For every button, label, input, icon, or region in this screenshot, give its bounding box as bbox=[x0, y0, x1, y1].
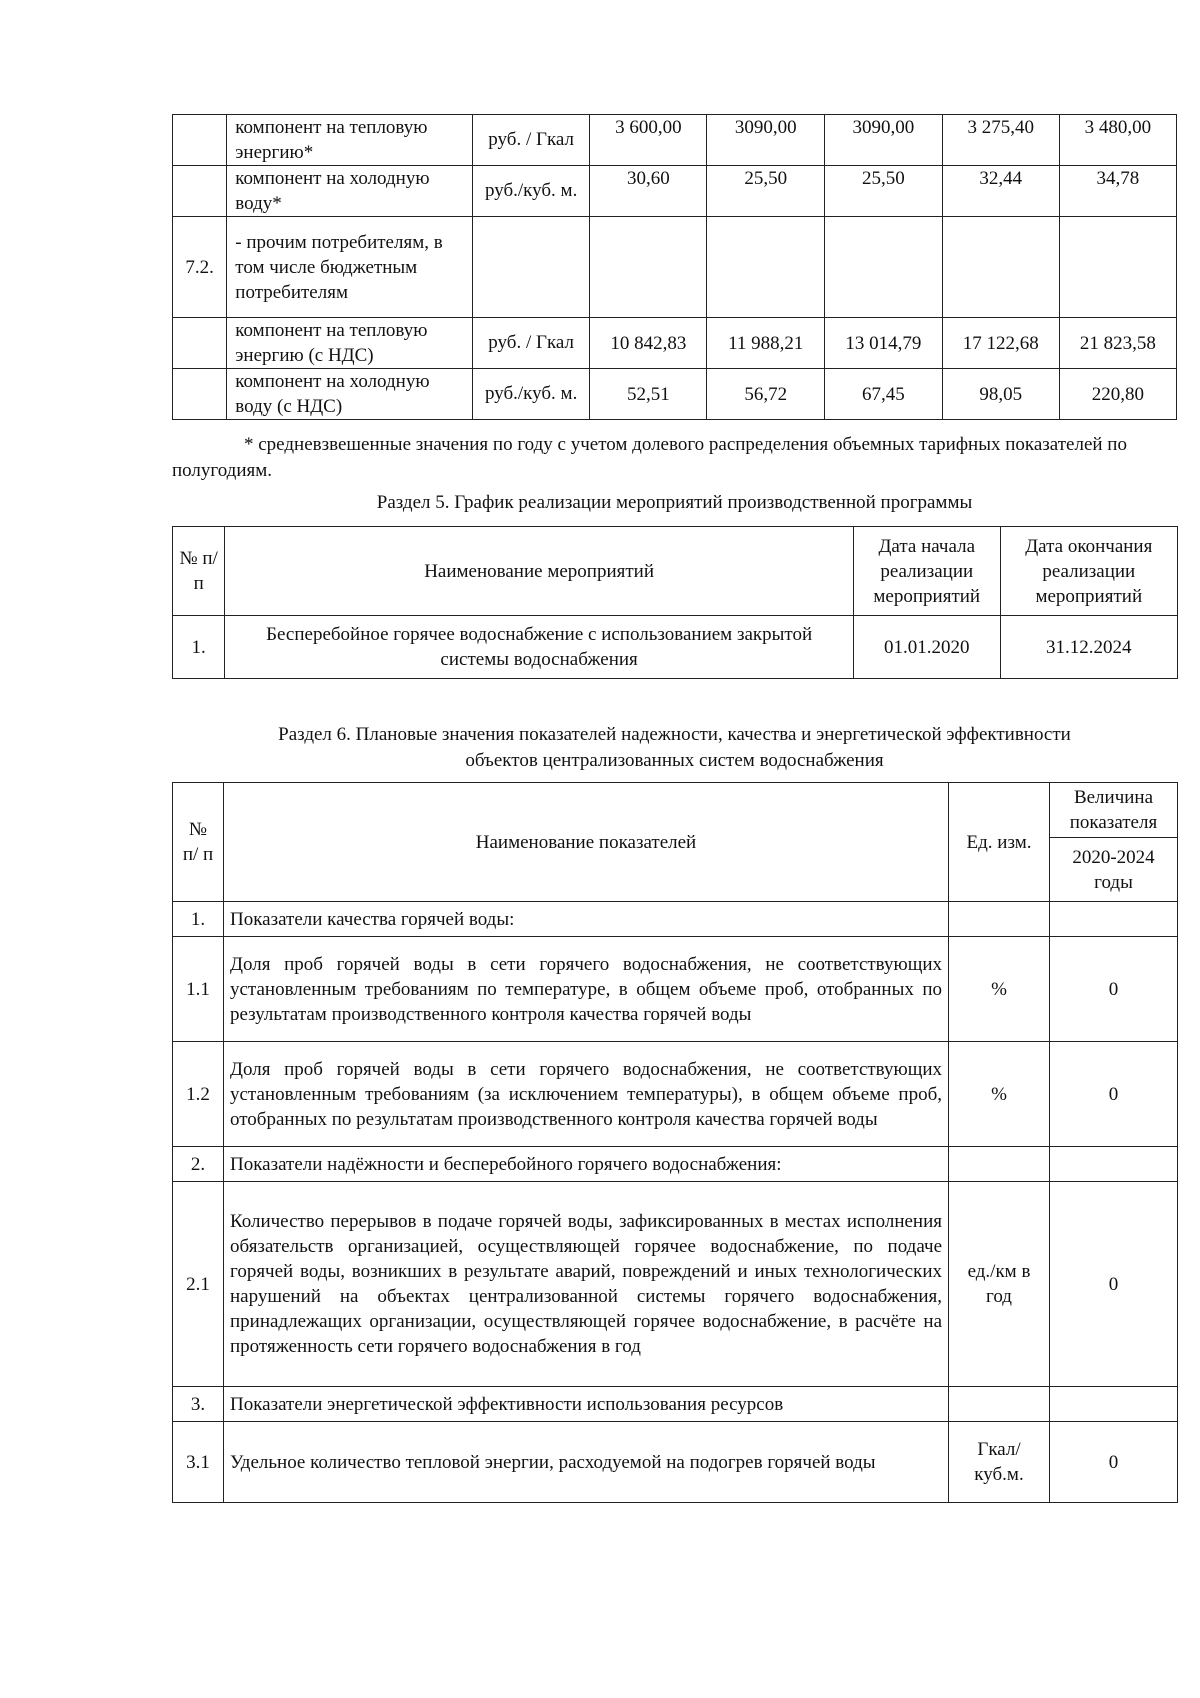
row-value: 3090,00 bbox=[707, 115, 825, 166]
header-name: Наименование мероприятий bbox=[225, 527, 854, 616]
row-value: 11 988,21 bbox=[707, 318, 825, 369]
row-number: 7.2. bbox=[173, 217, 227, 318]
footnote-text: * средневзвешенные значения по году с учетом долевого распределения объемных тарифных показателей по полугодиям. bbox=[172, 434, 1127, 481]
row-value: 25,50 bbox=[707, 166, 825, 217]
row-name: Доля проб горячей воды в сети горячего водоснабжения, не соответствующих установленным требованиям по температуре, в общем объеме проб, отобранных по результатам производственного контроля качества горячей воды bbox=[224, 937, 949, 1042]
table-row bbox=[173, 115, 1177, 166]
row-number: 1.2 bbox=[173, 1042, 224, 1147]
row-number: 3.1 bbox=[173, 1422, 224, 1503]
header-period: 2020-2024 годы bbox=[1050, 838, 1178, 902]
row-value: 3 480,00 bbox=[1059, 115, 1176, 166]
row-value: 21 823,58 bbox=[1059, 318, 1176, 369]
table-row bbox=[173, 1147, 1178, 1182]
row-value: 30,60 bbox=[590, 166, 707, 217]
row-number: 2.1 bbox=[173, 1182, 224, 1387]
row-name: Бесперебойное горячее водоснабжение с использованием закрытой системы водоснабжения bbox=[225, 616, 854, 679]
row-number bbox=[173, 318, 227, 369]
table-header-row bbox=[173, 783, 1178, 838]
row-name: Показатели энергетической эффективности использования ресурсов bbox=[224, 1387, 949, 1422]
row-value bbox=[1050, 902, 1178, 937]
table-row bbox=[173, 166, 1177, 217]
table-row bbox=[173, 318, 1177, 369]
header-num: № п/п bbox=[173, 527, 225, 616]
row-unit: Гкал/куб.м. bbox=[949, 1422, 1050, 1503]
table-row bbox=[173, 369, 1177, 420]
row-number: 3. bbox=[173, 1387, 224, 1422]
row-unit: руб. / Гкал bbox=[473, 115, 590, 166]
row-value bbox=[1059, 217, 1176, 318]
row-value: 0 bbox=[1050, 1422, 1178, 1503]
row-unit: ед./км в год bbox=[949, 1182, 1050, 1387]
row-unit: руб./куб. м. bbox=[473, 369, 590, 420]
row-unit: руб./куб. м. bbox=[473, 166, 590, 217]
header-start: Дата начала реализации мероприятий bbox=[853, 527, 1000, 616]
row-name: Удельное количество тепловой энергии, расходуемой на подогрев горячей воды bbox=[224, 1422, 949, 1503]
row-value bbox=[1050, 1387, 1178, 1422]
table-row bbox=[173, 217, 1177, 318]
row-number: 1.1 bbox=[173, 937, 224, 1042]
row-unit: % bbox=[949, 1042, 1050, 1147]
table-row bbox=[173, 1387, 1178, 1422]
row-name: компонент на тепловую энергию* bbox=[227, 115, 473, 166]
row-name: Показатели качества горячей воды: bbox=[224, 902, 949, 937]
table-row bbox=[173, 902, 1178, 937]
row-value bbox=[825, 217, 943, 318]
row-start-date: 01.01.2020 bbox=[853, 616, 1000, 679]
table-row bbox=[173, 937, 1178, 1042]
table-row bbox=[173, 1422, 1178, 1503]
row-value: 0 bbox=[1050, 1182, 1178, 1387]
row-name: Показатели надёжности и бесперебойного горячего водоснабжения: bbox=[224, 1147, 949, 1182]
row-unit bbox=[949, 902, 1050, 937]
row-unit bbox=[473, 217, 590, 318]
section6-title-line1: Раздел 6. Плановые значения показателей надежности, качества и энергетической эффективности bbox=[278, 724, 1071, 745]
row-value: 17 122,68 bbox=[942, 318, 1059, 369]
row-value bbox=[942, 217, 1059, 318]
row-value: 32,44 bbox=[942, 166, 1059, 217]
schedule-table bbox=[172, 526, 1178, 679]
row-value: 3090,00 bbox=[825, 115, 943, 166]
row-value: 0 bbox=[1050, 937, 1178, 1042]
row-value: 34,78 bbox=[1059, 166, 1176, 217]
indicators-table bbox=[172, 782, 1178, 1503]
header-num: № п/ п bbox=[173, 783, 224, 902]
header-unit: Ед. изм. bbox=[949, 783, 1050, 902]
row-unit: % bbox=[949, 937, 1050, 1042]
row-value: 67,45 bbox=[825, 369, 943, 420]
table-header-row bbox=[173, 527, 1178, 616]
row-number bbox=[173, 166, 227, 217]
header-value: Величина показателя bbox=[1050, 783, 1178, 838]
row-value: 220,80 bbox=[1059, 369, 1176, 420]
tariff-table bbox=[172, 114, 1177, 420]
row-name: - прочим потребителям, в том числе бюджетным потребителям bbox=[227, 217, 473, 318]
row-value: 3 600,00 bbox=[590, 115, 707, 166]
row-value: 52,51 bbox=[590, 369, 707, 420]
row-end-date: 31.12.2024 bbox=[1000, 616, 1177, 679]
row-value: 98,05 bbox=[942, 369, 1059, 420]
row-unit bbox=[949, 1387, 1050, 1422]
row-number: 2. bbox=[173, 1147, 224, 1182]
row-number bbox=[173, 369, 227, 420]
row-value bbox=[1050, 1147, 1178, 1182]
header-name: Наименование показателей bbox=[224, 783, 949, 902]
row-name: Доля проб горячей воды в сети горячего водоснабжения, не соответствующих установленным требованиям (за исключением температуры), в общем объеме проб, отобранных по результатам производственного контроля качества горячей воды bbox=[224, 1042, 949, 1147]
row-number bbox=[173, 115, 227, 166]
row-number: 1. bbox=[173, 616, 225, 679]
row-value: 10 842,83 bbox=[590, 318, 707, 369]
row-value: 13 014,79 bbox=[825, 318, 943, 369]
table-row bbox=[173, 616, 1178, 679]
row-unit bbox=[949, 1147, 1050, 1182]
section5-title: Раздел 5. График реализации мероприятий производственной программы bbox=[376, 492, 973, 513]
row-name: компонент на тепловую энергию (с НДС) bbox=[227, 318, 473, 369]
row-number: 1. bbox=[173, 902, 224, 937]
row-value: 3 275,40 bbox=[942, 115, 1059, 166]
row-name: Количество перерывов в подаче горячей воды, зафиксированных в местах исполнения обязательств организацией, осуществляющей горячее водоснабжение, по подаче горячей воды, возникших в результате аварий, повреждений и иных технологических нарушений на объектах централизованной системы горячего водоснабжения, принадлежащих организации, осуществляющей горячее водоснабжение, в расчёте на протяженность сети горячего водоснабжения в год bbox=[224, 1182, 949, 1387]
row-value bbox=[590, 217, 707, 318]
table-row bbox=[173, 1042, 1178, 1147]
row-name: компонент на холодную воду (с НДС) bbox=[227, 369, 473, 420]
table-row bbox=[173, 1182, 1178, 1387]
row-value bbox=[707, 217, 825, 318]
row-value: 25,50 bbox=[825, 166, 943, 217]
header-end: Дата окончания реализации мероприятий bbox=[1000, 527, 1177, 616]
row-value: 0 bbox=[1050, 1042, 1178, 1147]
row-value: 56,72 bbox=[707, 369, 825, 420]
row-unit: руб. / Гкал bbox=[473, 318, 590, 369]
section6-title-line2: объектов централизованных систем водоснабжения bbox=[465, 750, 884, 771]
row-name: компонент на холодную воду* bbox=[227, 166, 473, 217]
footnote bbox=[172, 432, 1177, 484]
